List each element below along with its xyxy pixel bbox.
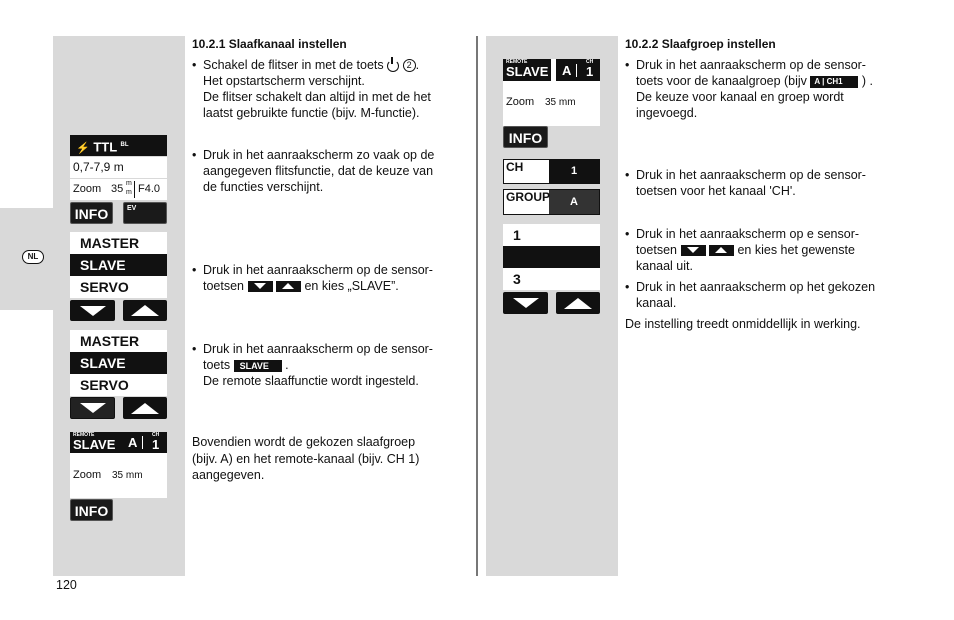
zoom-value: 35 [111, 183, 124, 195]
section-heading-right: 10.2.2 Slaafgroep instellen [625, 37, 776, 51]
menu1-up-button[interactable] [123, 300, 167, 321]
ch-value: 1 [586, 64, 594, 79]
zoom-field[interactable] [70, 179, 167, 200]
mode-bar[interactable] [70, 135, 167, 156]
zoom-unit-top: m [126, 180, 132, 187]
bullet-dot: • [625, 280, 630, 294]
group-label: A [562, 63, 572, 78]
distance-field [70, 157, 167, 178]
rb4-line2: kanaal. [636, 296, 677, 310]
b4-line2a: toets [203, 358, 231, 372]
b1-line3: De flitser schakelt dan altijd in met de het [203, 90, 431, 104]
b4-line3: De remote slaaffunctie wordt ingesteld. [203, 374, 419, 388]
right-bullet-4 [625, 279, 925, 315]
mode-label: TTL [93, 139, 117, 155]
channel-item-2[interactable] [503, 246, 600, 268]
channel-item-1[interactable]: 1 [503, 224, 600, 246]
language-badge: NL [22, 250, 44, 264]
right-final-text: De instelling treedt onmiddellijk in werking. [625, 317, 861, 331]
b4-line2b: . [285, 358, 289, 372]
arrow-up-icon [131, 305, 159, 316]
b3-line2a: toetsen [203, 279, 245, 293]
slave-label: SLAVE [73, 437, 116, 452]
bullet-dot: • [192, 58, 197, 72]
right-bullet-3 [625, 226, 925, 278]
arrow-down-icon [80, 306, 106, 316]
ev-label: EV [127, 205, 137, 212]
rb2-line1: Druk in het aanraakscherm op de sensor- [636, 168, 866, 182]
ch-label: CH [152, 432, 160, 438]
number-circle: 2 [403, 59, 416, 72]
rb1-line2a: toets voor de kanaalgroep (bijv [636, 74, 807, 88]
ch-row-label: CH [504, 160, 549, 183]
arrow-up-icon [131, 403, 159, 414]
zoom-mm: 35 mm [112, 470, 143, 481]
rb1-line2b: ) . [861, 74, 874, 88]
flash-icon: ⚡ [76, 142, 90, 155]
rb3-line2a: toetsen [636, 243, 678, 257]
b3-line1: Druk in het aanraakscherm op de sensor- [203, 263, 433, 277]
b1-line2: Het opstartscherm verschijnt. [203, 74, 365, 88]
inline-up-icon [276, 281, 301, 292]
p-line2: (bijv. A) en het remote-kanaal (bijv. CH 1) [192, 451, 420, 466]
arrow-up-icon [564, 298, 592, 309]
power-icon [387, 60, 399, 72]
group-divider [142, 436, 143, 449]
slave-label: SLAVE [506, 64, 549, 79]
slave-badge: SLAVE [234, 360, 282, 372]
zoom-field-3 [70, 453, 167, 498]
p-line1: Bovendien wordt de gekozen slaafgroep [192, 435, 416, 449]
slave-status-bar[interactable] [70, 432, 167, 453]
inline-up-icon [709, 245, 734, 256]
slave-block [503, 59, 551, 81]
zoom-label: Zoom [73, 183, 102, 195]
b1-line4: laatst gebruikte functie (bijv. M-functie). [203, 106, 420, 120]
channel-up-button[interactable] [556, 292, 600, 314]
info-button[interactable]: INFO [70, 202, 113, 224]
b4-line1: Druk in het aanraakscherm op de sensor- [203, 342, 433, 356]
channel-down-button[interactable] [503, 292, 548, 314]
ch-row[interactable] [503, 159, 600, 184]
b3-line2b: en kies „SLAVE”. [304, 279, 399, 293]
rb4-line1: Druk in het aanraakscherm op het gekozen [636, 280, 876, 294]
menu1-servo[interactable]: SERVO [70, 276, 167, 298]
b2-line3: de functies verschijnt. [203, 180, 324, 194]
left-bullet-2 [192, 147, 472, 199]
slave-status-bar-right[interactable] [503, 59, 600, 81]
ch-label: CH [586, 59, 594, 65]
left-bullet-1: • Schakel de flitser in met de toets 2 . Het opstartscherm verschijnt. De flitser schakelt dan altijd in met de het laatst gebruikte functie (bijv. M-functie). [192, 58, 431, 120]
info-button-right[interactable]: INFO [503, 126, 548, 148]
remote-label: REMOTE [73, 432, 95, 438]
rb1-line4: ingevoegd. [636, 106, 698, 120]
bullet-dot: • [192, 148, 197, 162]
group-divider [576, 64, 577, 77]
section-heading-left: 10.2.1 Slaafkanaal instellen [192, 37, 347, 51]
zoom-text: Zoom [506, 96, 535, 108]
column-divider [476, 36, 478, 576]
right-bullet-1 [625, 57, 925, 127]
mode-sup: BL [120, 142, 129, 148]
channel-item-3[interactable]: 3 [503, 268, 600, 290]
bullet-dot: • [625, 168, 630, 182]
rb3-line1: Druk in het aanraakscherm op e sensor- [636, 227, 860, 241]
bullet-dot: • [625, 58, 630, 72]
rb3-line3: kanaal uit. [636, 259, 693, 273]
bullet-dot: • [192, 342, 197, 356]
zoom-mm: 35 mm [545, 97, 576, 108]
rb2-line2: toetsen voor het kanaal 'CH'. [636, 184, 796, 198]
right-bullet-2 [625, 167, 925, 203]
ev-button[interactable] [123, 202, 167, 224]
b2-line1: Druk in het aanraakscherm zo vaak op de [203, 148, 435, 162]
group-row-label: GROUP [504, 190, 549, 214]
menu2-slave[interactable]: SLAVE [70, 352, 167, 374]
zoom-unit-bottom: m [126, 189, 132, 196]
arrow-down-icon [513, 298, 539, 308]
left-paragraph [192, 434, 472, 486]
menu1-down-button[interactable] [70, 300, 115, 321]
arrow-down-icon [80, 403, 106, 413]
group-row[interactable] [503, 189, 600, 215]
rb1-line1: Druk in het aanraakscherm op de sensor- [636, 58, 866, 72]
ch-value: 1 [152, 437, 160, 452]
inline-down-icon [681, 245, 706, 256]
menu2-master[interactable]: MASTER [70, 330, 167, 352]
menu1-slave[interactable]: SLAVE [70, 254, 167, 276]
group-channel-badge: A | CH1 [810, 76, 858, 88]
aperture-value: F4.0 [138, 183, 161, 195]
b1-line1: Schakel de flitser in met de toets [203, 58, 384, 72]
zoom-text: Zoom [73, 469, 102, 481]
aperture-divider [134, 181, 135, 198]
inline-down-icon [248, 281, 273, 292]
menu2-servo[interactable]: SERVO [70, 374, 167, 396]
bullet-dot: • [625, 227, 630, 241]
rb1-line3: De keuze voor kanaal en groep wordt [636, 90, 844, 104]
left-bullet-3 [192, 262, 472, 298]
left-bullet-4 [192, 341, 472, 393]
group-row-value: A [570, 196, 578, 208]
menu1-master[interactable]: MASTER [70, 232, 167, 254]
zoom-field-right [503, 81, 600, 126]
b2-line2: aangegeven flitsfunctie, dat de keuze van [203, 164, 434, 178]
menu2-down-button[interactable] [70, 397, 115, 419]
distance-value: 0,7-7,9 m [73, 160, 124, 174]
group-channel-button[interactable] [556, 59, 600, 81]
bullet-dot: • [192, 263, 197, 277]
info-button-3[interactable]: INFO [70, 499, 113, 521]
page-number: 120 [56, 578, 77, 592]
remote-label: REMOTE [506, 59, 528, 65]
rb3-line2b: en kies het gewenste [737, 243, 855, 257]
p-line3: aangegeven. [192, 468, 265, 482]
ch-row-value: 1 [570, 165, 578, 177]
menu2-up-button[interactable] [123, 397, 167, 419]
group-label: A [128, 435, 138, 450]
